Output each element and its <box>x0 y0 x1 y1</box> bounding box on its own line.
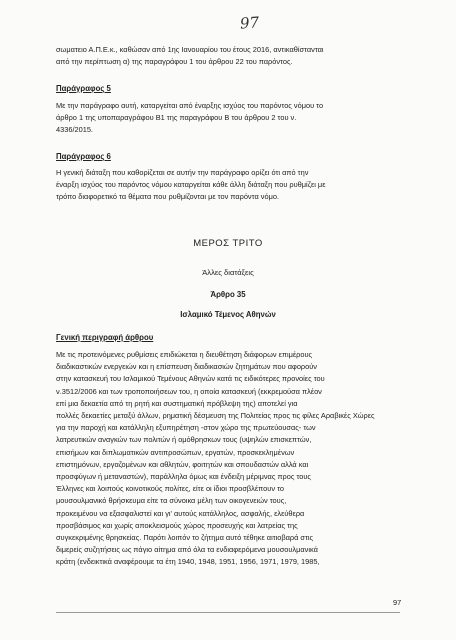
text-line: για την παροχή και κατάλληλη εξυπηρέτηση -στον χώρο της πρωτεύουσας- των <box>56 423 316 433</box>
text-line: από την περίπτωση α) της παραγράφου 1 του άρθρου 22 του παρόντος. <box>56 57 293 67</box>
text-line: προσβάσιμος και χωρίς αποκλεισμούς χώρος προσευχής και λατρείας της <box>56 520 298 530</box>
text-line: προσφύγων ή μεταναστών), παράλληλα όμως και ένδειξη μέριμνας προς τους <box>56 472 311 482</box>
body-paragraph <box>56 349 400 569</box>
text-line: ν.3512/2006 και των τροποποιήσεων του, η οποία κατασκευή (εκκρεμούσα πλέον <box>56 386 322 396</box>
paragraph5-heading: Παράγραφος 5 <box>56 84 111 93</box>
text-line: σωματειο Α.Π.Ε.κ., καθώσαν από 1ης Ιανουαρίου του έτους 2016, αντικαθίστανται <box>56 45 324 54</box>
text-line: Η γενική διάταξη που καθορίζεται σε αυτήν την παράγραφο ορίζει ότι από την <box>56 168 309 177</box>
paragraph6-text <box>56 167 400 204</box>
text-line: διαδικαστικών ενεργειών και η επίσπευση διαδικασιών ζητημάτων που αφορούν <box>56 362 317 372</box>
part-subtitle: Άλλες διατάξεις <box>202 268 254 277</box>
text-line: Με την παράγραφο αυτή, καταργείται από έναρξης ισχύος του παρόντος νόμου το <box>56 101 324 110</box>
page-number: 97 <box>393 598 402 607</box>
text-line: κράτη (ενδεικτικά αναφέρουμε τα έτη 1940, 1948, 1951, 1956, 1971, 1979, 1985, <box>56 557 320 567</box>
text-line: επισήμων και διπλωματικών αντιπροσώπων, εργατών, προσκεκλημένων <box>56 447 295 457</box>
text-line: διμερείς συζητήσεις ως πάγιο αίτημα από όλα τα ενδιαφερόμενα μουσουλμανικά <box>56 545 318 555</box>
text-line: μουσουλμανικό θρήσκευμα είτε τα σύνοικα μέλη των οικογενειών τους, <box>56 496 287 506</box>
text-line: 4336/2015. <box>56 125 93 135</box>
text-line: Έλληνες και λοιπούς κοινοτικούς πολίτες, είτε οι ίδιοι προσβλέπουν το <box>56 484 284 494</box>
paragraph6-heading: Παράγραφος 6 <box>56 152 111 161</box>
text-line: άρθρο 1 της υποπαραγράφου Β1 της παραγράφου Β του άρθρου 2 του ν. <box>56 113 297 123</box>
text-line: επιστημόνων, εργαζομένων και αθλητών, φοιτητών και σπουδαστών αλλά και <box>56 459 309 469</box>
handwritten-page-number: 97 <box>239 13 260 33</box>
text-line: προκειμένου να εξασφαλιστεί και γι' αυτούς κατάλληλος, ασφαλής, ελεύθερα <box>56 508 305 518</box>
text-line: επί μια δεκαετία από τη ρητή και συστηματική πρόβλεψη της) αποτελεί για <box>56 398 298 408</box>
paragraph5-text <box>56 100 400 137</box>
text-line: Με τις προτεινόμενες ρυθμίσεις επιδιώκεται η διευθέτηση διάφορων επιμέρους <box>56 350 313 359</box>
part-title: ΜΕΡΟΣ ΤΡΙΤΟ <box>193 238 263 249</box>
article-number: Άρθρο 35 <box>210 290 246 299</box>
text-line: συγκεκριμένης θρησκείας. Παρότι λοιπόν το ζήτημα αυτό τέθηκε αιτιοβαρά στις <box>56 533 314 543</box>
text-line: στην κατασκευή του Ισλαμικού Τεμένους Αθηνών κατά τις ειδικότερες προνοίες του <box>56 374 325 384</box>
section-heading: Γενική περιγραφή άρθρου <box>56 333 154 342</box>
intro-paragraph <box>56 44 400 68</box>
text-line: λατρευτικών αναγκών των πολιτών ή ομόθρησκων τους (υψηλών επισκεπτών, <box>56 435 312 445</box>
footer-rule <box>56 612 400 613</box>
text-line: έναρξη ισχύος του παρόντος νόμου καταργείται κάθε άλλη διάταξη που ρυθμίζει με <box>56 180 326 190</box>
article-title: Ισλαμικό Τέμενος Αθηνών <box>180 310 276 319</box>
text-line: τρόπο διαφορετικό τα θέματα που ρυθμίζονται με τον παρόντα νόμο. <box>56 192 279 202</box>
text-line: πολλές δεκαετίες μεταξύ άλλων, ρηματική δέσμευση της Πολιτείας προς τις φίλες Αραβικές Χώρες <box>56 411 375 421</box>
